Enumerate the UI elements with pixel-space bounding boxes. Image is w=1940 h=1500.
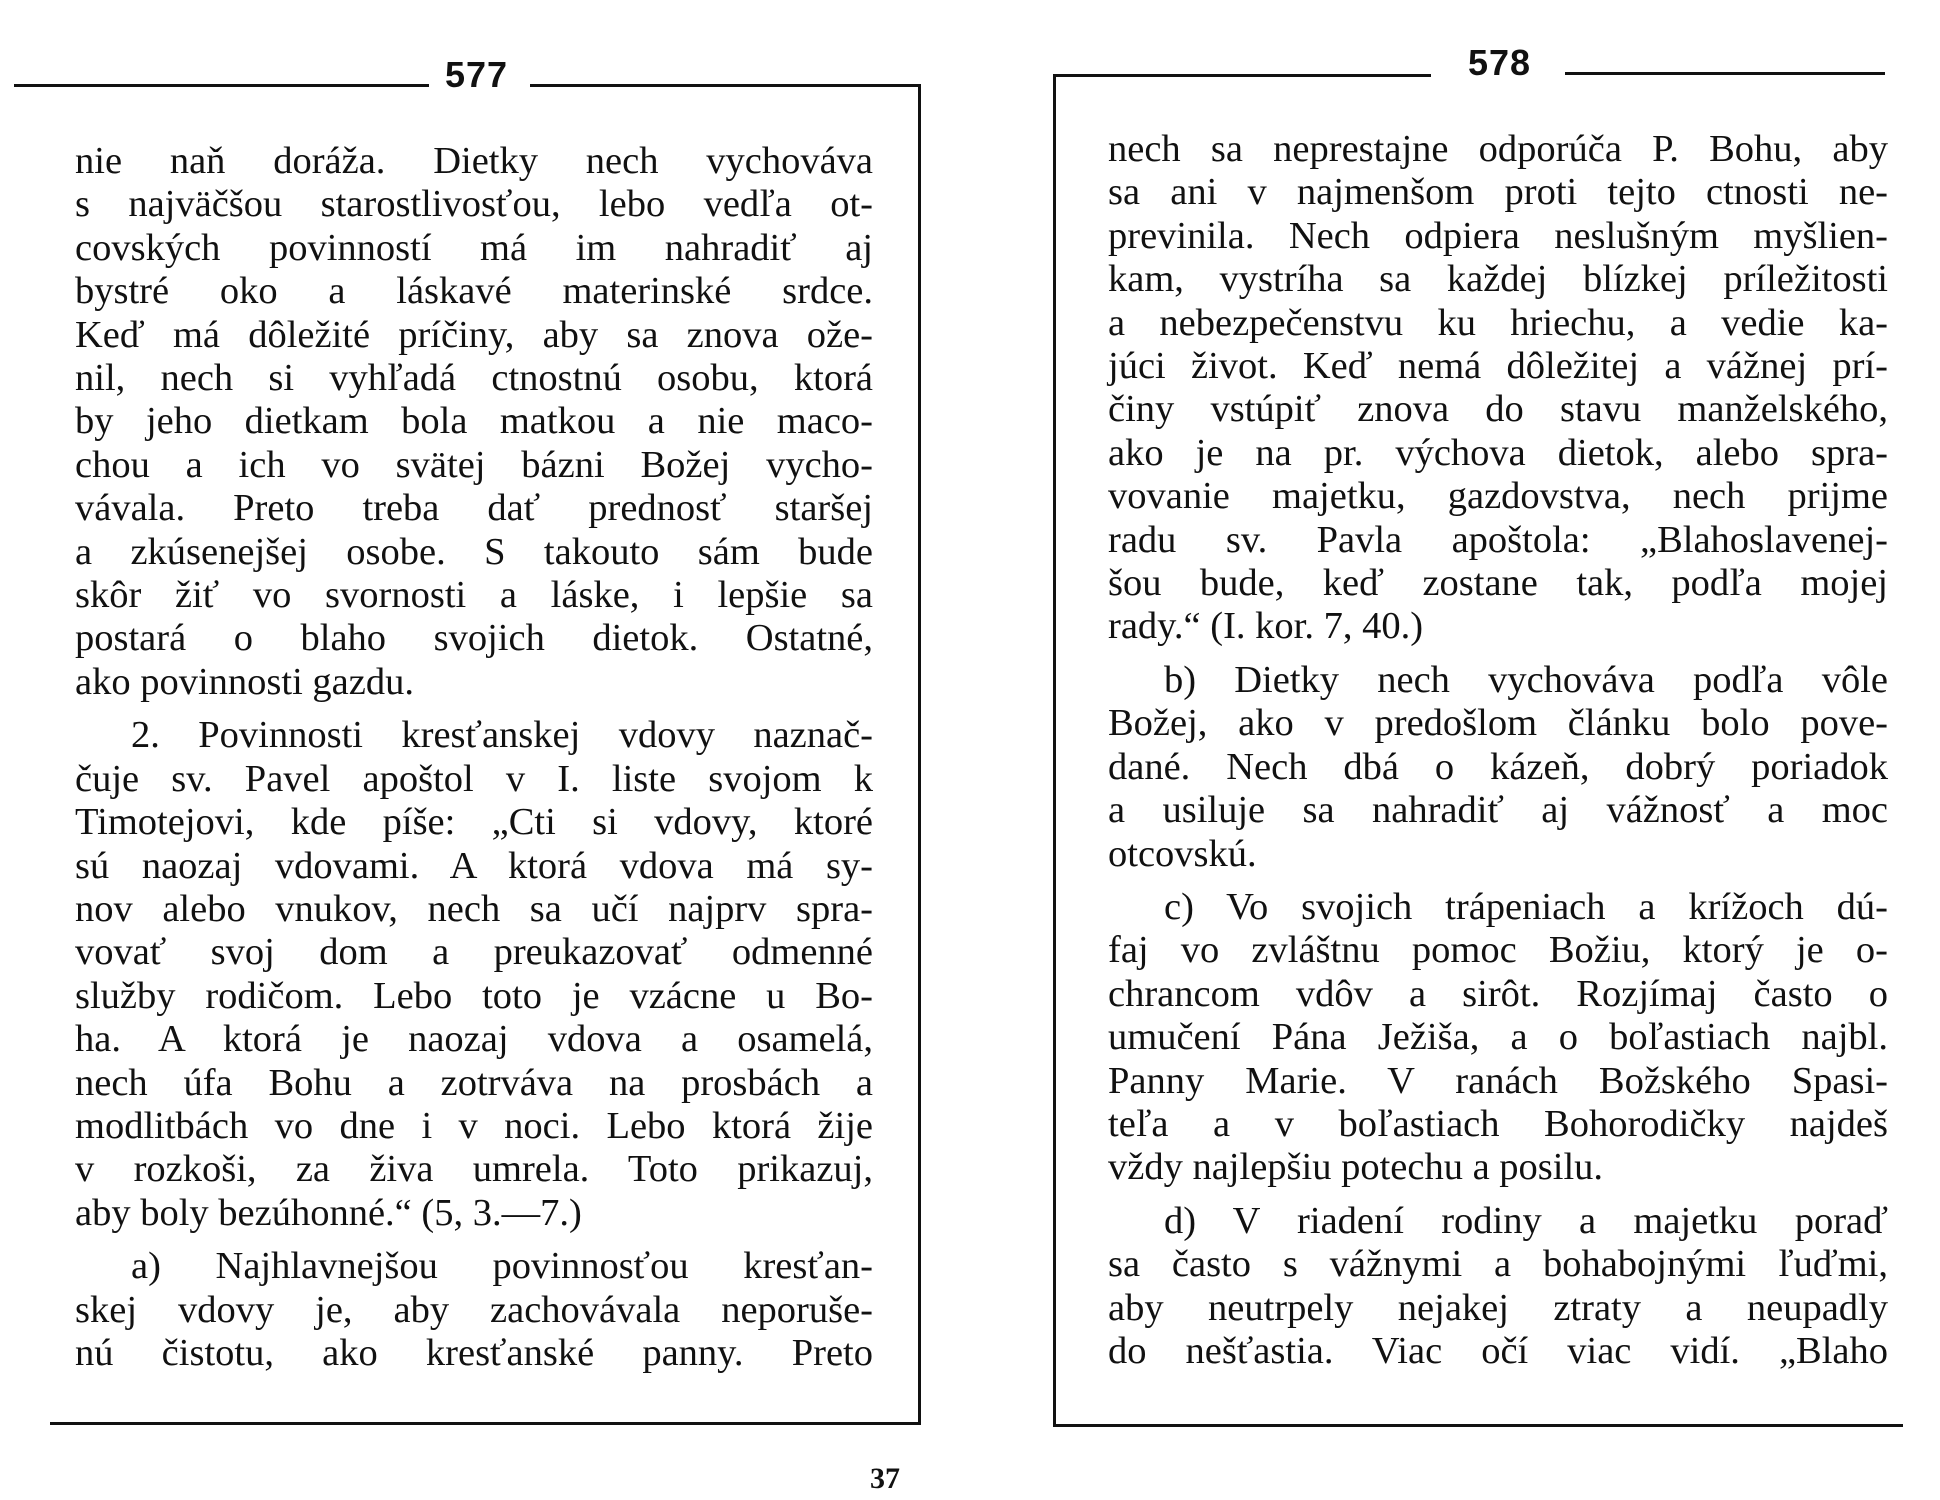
text-line: a) Najhlavnejšou povinnosťou kresťan- — [131, 1245, 873, 1288]
paragraph — [1108, 128, 1888, 649]
text-line: aby neutrpely nejakej ztraty a neupadly — [1108, 1286, 1888, 1329]
text-line: v rozkoši, za živa umrela. Toto prikazuj, — [75, 1148, 873, 1191]
text-line: júci život. Keď nemá dôležitej a vážnej prí- — [1108, 345, 1888, 388]
right-text-column — [1108, 128, 1888, 1373]
text-line: dané. Nech dbá o kázeň, dobrý poriadok — [1108, 745, 1888, 788]
right-page — [980, 0, 1940, 1500]
text-line: b) Dietky nech vychováva podľa vôle — [1164, 658, 1888, 701]
text-line: faj vo zvláštnu pomoc Božiu, ktorý je o- — [1108, 929, 1888, 972]
text-line: teľa a v boľastiach Bohorodičky najdeš — [1108, 1102, 1888, 1145]
text-line: nie naň doráža. Dietky nech vychováva — [75, 140, 873, 182]
text-line: ako povinnosti gazdu. — [75, 660, 414, 703]
text-line: do nešťastia. Viac očí viac vidí. „Blaho — [1108, 1329, 1888, 1372]
text-line: vovanie majetku, gazdovstva, nech prijme — [1108, 475, 1888, 518]
page-frame-right-edge — [918, 84, 921, 1424]
text-line: previnila. Nech odpiera neslušným myšlien- — [1108, 214, 1888, 257]
text-line: modlitbách vo dne i v noci. Lebo ktorá žije — [75, 1104, 873, 1147]
paragraph — [1108, 1200, 1888, 1374]
text-line: skôr žiť vo svornosti a láske, i lepšie sa — [75, 574, 873, 617]
text-line: by jeho dietkam bola matkou a nie maco- — [75, 400, 873, 443]
paragraph — [75, 714, 873, 1235]
text-line: nech sa neprestajne odporúča P. Bohu, aby — [1108, 128, 1888, 170]
paragraph — [75, 1245, 873, 1375]
text-line: sú naozaj vdovami. A ktorá vdova má sy- — [75, 844, 873, 887]
text-line: Keď má dôležité príčiny, aby sa znova ože- — [75, 313, 873, 356]
text-line: služby rodičom. Lebo toto je vzácne u Bo- — [75, 974, 873, 1017]
text-line: chou a ich vo svätej bázni Božej vycho- — [75, 443, 873, 486]
text-line: Božej, ako v predošlom článku bolo pove- — [1108, 702, 1888, 745]
text-line: sa ani v najmenšom proti tejto ctnosti ne- — [1108, 171, 1888, 214]
text-line: bystré oko a láskavé materinské srdce. — [75, 270, 873, 313]
text-line: sa často s vážnymi a bohabojnými ľuďmi, — [1108, 1243, 1888, 1286]
header-rule-left-a — [14, 84, 429, 87]
text-line: ako je na pr. výchova dietok, alebo spra- — [1108, 431, 1888, 474]
header-rule-left-b — [530, 84, 920, 87]
text-line: nov alebo vnukov, nech sa učí najprv spra- — [75, 887, 873, 930]
text-line: covských povinností má im nahradiť aj — [75, 226, 873, 269]
paragraph — [75, 140, 873, 704]
text-line: vždy najlepšiu potechu a posilu. — [1108, 1146, 1604, 1189]
text-line: otcovskú. — [1108, 832, 1257, 875]
text-line: s najväčšou starostlivosťou, lebo vedľa ot- — [75, 183, 873, 226]
page-number: 578 — [1468, 42, 1532, 83]
text-line: a zkúsenejšej osobe. S takouto sám bude — [75, 530, 873, 573]
left-page — [0, 0, 960, 1500]
text-line: 2. Povinnosti kresťanskej vdovy naznač- — [131, 714, 873, 757]
text-line: ha. A ktorá je naozaj vdova a osamelá, — [75, 1018, 873, 1061]
header-rule-right-b — [1565, 72, 1885, 75]
sheet-number: 37 — [870, 1462, 900, 1495]
paragraph — [1108, 886, 1888, 1190]
header-rule-right-a — [1053, 74, 1431, 77]
page-frame-left-edge — [1053, 74, 1056, 1426]
text-line: nil, nech si vyhľadá ctnostnú osobu, ktorá — [75, 357, 873, 400]
text-line: a usiluje sa nahradiť aj vážnosť a moc — [1108, 789, 1888, 832]
text-line: postará o blaho svojich dietok. Ostatné, — [75, 617, 873, 660]
text-line: d) V riadení rodiny a majetku poraď — [1164, 1199, 1888, 1242]
footer-rule — [50, 1422, 921, 1425]
text-line: Panny Marie. V ranách Božského Spasi- — [1108, 1059, 1888, 1102]
page-frame-bottom — [1053, 1424, 1903, 1427]
text-line: činy vstúpiť znova do stavu manželského, — [1108, 388, 1888, 431]
left-text-column — [75, 140, 873, 1375]
text-line: umučení Pána Ježiša, a o boľastiach najbl. — [1108, 1016, 1888, 1059]
text-line: čuje sv. Pavel apoštol v I. liste svojom k — [75, 757, 873, 800]
text-line: rady.“ (I. kor. 7, 40.) — [1108, 605, 1424, 648]
paragraph — [1108, 659, 1888, 876]
text-line: chrancom vdôv a sirôt. Rozjímaj často o — [1108, 972, 1888, 1015]
text-line: Timotejovi, kde píše: „Cti si vdovy, ktoré — [75, 801, 873, 844]
text-line: aby boly bezúhonné.“ (5, 3.—7.) — [75, 1191, 582, 1234]
text-line: skej vdovy je, aby zachovávala neporuše- — [75, 1288, 873, 1331]
page-number: 577 — [445, 54, 509, 95]
text-line: nú čistotu, ako kresťanské panny. Preto — [75, 1331, 873, 1374]
text-line: vovať svoj dom a preukazovať odmenné — [75, 931, 873, 974]
text-line: nech úfa Bohu a zotrváva na prosbách a — [75, 1061, 873, 1104]
text-line: kam, vystríha sa každej blízkej príležitosti — [1108, 258, 1888, 301]
text-line: a nebezpečenstvu ku hriechu, a vedie ka- — [1108, 301, 1888, 344]
text-line: šou bude, keď zostane tak, podľa mojej — [1108, 562, 1888, 605]
text-line: radu sv. Pavla apoštola: „Blahoslavenej- — [1108, 518, 1888, 561]
text-line: c) Vo svojich trápeniach a krížoch dú- — [1164, 885, 1888, 928]
text-line: vávala. Preto treba dať prednosť staršej — [75, 487, 873, 530]
